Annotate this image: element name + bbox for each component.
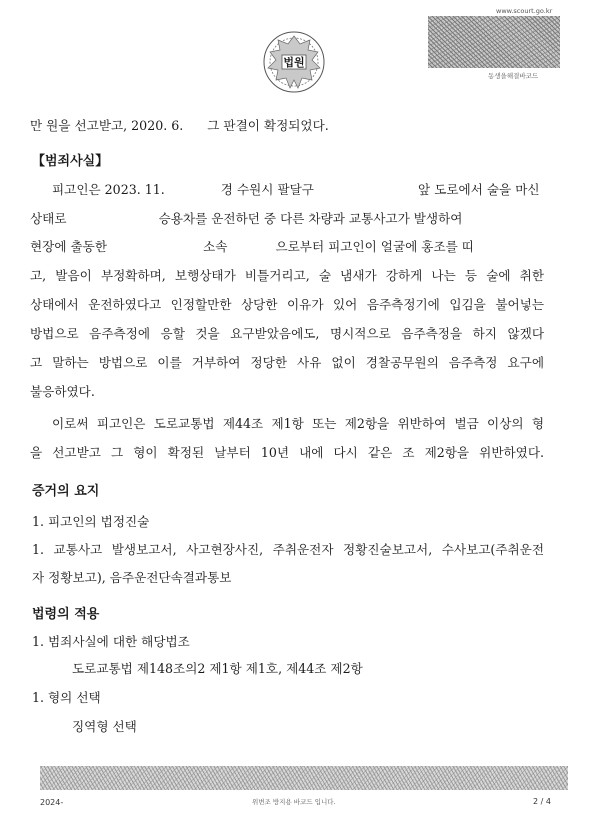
bottom-security-strip — [40, 766, 568, 790]
law-heading: 법령의 적용 — [32, 607, 100, 622]
footer-left: 2024- — [40, 798, 64, 807]
body-line-6: 고, 발음이 부정확하며, 보행상태가 비틀거리고, 술 냄새가 강하게 나는 등 술에 취한 — [30, 268, 544, 283]
law-item-4: 징역형 선택 — [72, 719, 137, 734]
body-line-8: 방법으로 음주측정에 응할 것을 요구받았음에도, 명시적으로 음주측정을 하지 않겠다 — [30, 326, 544, 341]
footer-center: 위변조 방지용 바코드 입니다. — [252, 798, 336, 806]
emblem-text: 법원 — [283, 56, 305, 69]
court-emblem — [262, 30, 326, 94]
evidence-item-2: 1. 교통사고 발생보고서, 사고현장사진, 주취운전자 정황진술보고서, 수사보고(주취운전 — [32, 542, 544, 557]
law-item-2: 도로교통법 제148조의2 제1항 제1호, 제44조 제2항 — [72, 661, 363, 676]
barcode-caption: 동생을해결바코드 — [488, 72, 539, 80]
law-item-1: 1. 범죄사실에 대한 해당법조 — [32, 634, 190, 649]
body-line-7: 상태에서 운전하였다고 인정할만한 상당한 이유가 있어 음주측정기에 입김을 불어넣는 — [30, 297, 544, 312]
body-line-4: 상태로 승용차를 운전하던 중 다른 차량과 교통사고가 발생하여 — [30, 211, 463, 226]
evidence-item-1: 1. 피고인의 법정진술 — [32, 514, 150, 529]
crime-facts-heading: 【범죄사실】 — [32, 154, 109, 169]
body-line-5: 현장에 출동한 소속 으로부터 피고인이 얼굴에 홍조를 띠 — [30, 239, 474, 254]
body-line-12: 을 선고받고 그 형이 확정된 날부터 10년 내에 다시 같은 조 제2항을 위반하였다. — [30, 445, 544, 460]
law-item-3: 1. 형의 선택 — [32, 690, 101, 705]
body-line-3: 피고인은 2023. 11. 경 수원시 팔달구 앞 도로에서 술을 마신 — [52, 182, 540, 197]
site-url: www.scourt.go.kr — [496, 7, 553, 15]
evidence-heading: 증거의 요지 — [32, 484, 100, 499]
body-line-1: 만 원을 선고받고, 2020. 6. 그 판결이 확정되었다. — [30, 118, 329, 133]
body-line-9: 고 말하는 방법으로 이를 거부하여 정당한 사유 없이 경찰공무원의 음주측정 요구에 — [30, 355, 544, 370]
page-number: 2 / 4 — [533, 797, 551, 806]
evidence-item-3: 자 정황보고), 음주운전단속결과통보 — [32, 570, 232, 585]
body-line-11: 이로써 피고인은 도로교통법 제44조 제1항 또는 제2항을 위반하여 벌금 이상의 형 — [52, 416, 544, 431]
body-line-10: 불응하였다. — [30, 384, 95, 399]
security-barcode — [428, 16, 560, 68]
